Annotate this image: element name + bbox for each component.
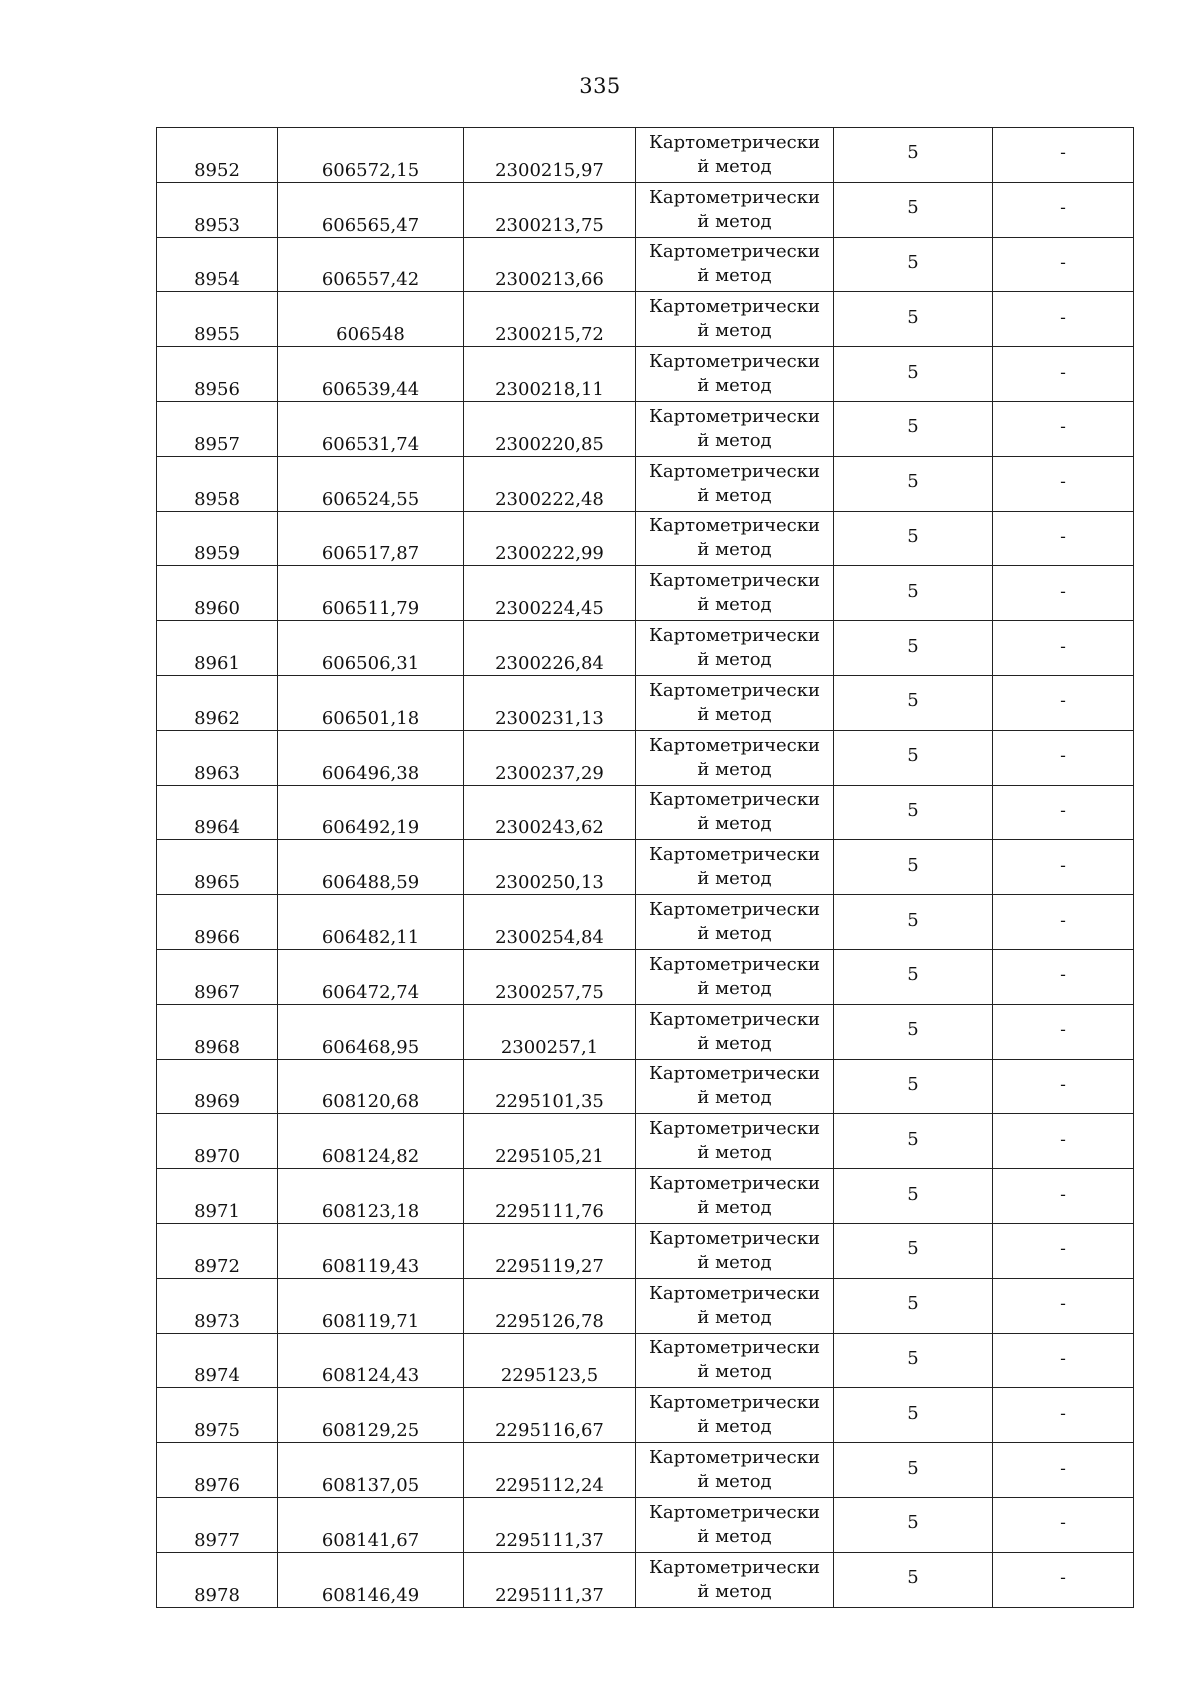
accuracy-cell: 5 — [834, 511, 993, 566]
method-line-1: Картометрически — [649, 1173, 820, 1195]
x-coordinate-cell: 606506,31 — [278, 621, 464, 676]
point-number-cell: 8964 — [157, 785, 278, 840]
method-line-1: Картометрически — [649, 351, 820, 373]
accuracy-cell: 5 — [834, 1388, 993, 1443]
x-coordinate-cell: 606472,74 — [278, 949, 464, 1004]
method-cell — [636, 511, 834, 566]
note-text: - — [1060, 1458, 1066, 1478]
point-number-cell: 8960 — [157, 566, 278, 621]
y-coordinate-cell: 2295116,67 — [464, 1388, 636, 1443]
method-cell — [636, 347, 834, 402]
note-text: - — [1060, 1513, 1066, 1533]
method-cell — [636, 949, 834, 1004]
y-coordinate-cell: 2295111,76 — [464, 1169, 636, 1224]
table-row — [157, 401, 1134, 456]
point-number-cell: 8962 — [157, 675, 278, 730]
method-line-1: Картометрически — [649, 131, 820, 153]
table-row — [157, 840, 1134, 895]
x-coordinate-cell: 608141,67 — [278, 1497, 464, 1552]
x-coordinate-cell: 608123,18 — [278, 1169, 464, 1224]
method-line-2: й метод — [697, 375, 772, 397]
accuracy-cell: 5 — [834, 566, 993, 621]
point-number-cell: 8952 — [157, 128, 278, 183]
note-text: - — [1060, 1403, 1066, 1423]
note-text: - — [1060, 910, 1066, 930]
accuracy-cell: 5 — [834, 621, 993, 676]
method-line-1: Картометрически — [649, 899, 820, 921]
method-line-1: Картометрически — [649, 1556, 820, 1578]
table-row — [157, 1278, 1134, 1333]
accuracy-cell: 5 — [834, 128, 993, 183]
accuracy-cell: 5 — [834, 292, 993, 347]
table-row — [157, 1059, 1134, 1114]
y-coordinate-cell: 2300220,85 — [464, 401, 636, 456]
method-line-2: й метод — [697, 1306, 772, 1328]
method-line-2: й метод — [697, 813, 772, 835]
method-cell — [636, 621, 834, 676]
method-cell — [636, 182, 834, 237]
table-row — [157, 895, 1134, 950]
note-text: - — [1060, 1129, 1066, 1149]
x-coordinate-cell: 608129,25 — [278, 1388, 464, 1443]
x-coordinate-cell: 606488,59 — [278, 840, 464, 895]
accuracy-cell: 5 — [834, 237, 993, 292]
note-text: - — [1060, 307, 1066, 327]
table-row — [157, 1552, 1134, 1607]
x-coordinate-cell: 606531,74 — [278, 401, 464, 456]
note-cell — [993, 785, 1134, 840]
accuracy-cell: 5 — [834, 347, 993, 402]
note-text: - — [1060, 1239, 1066, 1259]
note-text: - — [1060, 198, 1066, 218]
method-cell — [636, 1169, 834, 1224]
accuracy-cell: 5 — [834, 456, 993, 511]
method-cell — [636, 401, 834, 456]
x-coordinate-cell: 608119,43 — [278, 1223, 464, 1278]
method-cell — [636, 675, 834, 730]
accuracy-cell: 5 — [834, 785, 993, 840]
y-coordinate-cell: 2300215,72 — [464, 292, 636, 347]
point-number-cell: 8961 — [157, 621, 278, 676]
method-cell — [636, 785, 834, 840]
point-number-cell: 8974 — [157, 1333, 278, 1388]
method-line-1: Картометрически — [649, 1227, 820, 1249]
y-coordinate-cell: 2300222,48 — [464, 456, 636, 511]
point-number-cell: 8978 — [157, 1552, 278, 1607]
note-cell — [993, 1059, 1134, 1114]
point-number-cell: 8954 — [157, 237, 278, 292]
method-line-2: й метод — [697, 758, 772, 780]
table-row — [157, 675, 1134, 730]
note-cell — [993, 1169, 1134, 1224]
method-line-2: й метод — [697, 1197, 772, 1219]
method-cell — [636, 1333, 834, 1388]
coordinates-table-body — [157, 128, 1134, 1608]
accuracy-cell: 5 — [834, 840, 993, 895]
method-line-2: й метод — [697, 1525, 772, 1547]
accuracy-cell: 5 — [834, 730, 993, 785]
method-line-2: й метод — [697, 484, 772, 506]
table-row — [157, 1333, 1134, 1388]
method-line-1: Картометрически — [649, 734, 820, 756]
accuracy-cell: 5 — [834, 1333, 993, 1388]
x-coordinate-cell: 606572,15 — [278, 128, 464, 183]
x-coordinate-cell: 608137,05 — [278, 1443, 464, 1498]
method-line-1: Картометрически — [649, 1392, 820, 1414]
note-cell — [993, 1552, 1134, 1607]
accuracy-cell: 5 — [834, 1223, 993, 1278]
coordinates-table — [156, 127, 1134, 1608]
accuracy-cell: 5 — [834, 949, 993, 1004]
note-cell — [993, 511, 1134, 566]
method-cell — [636, 1552, 834, 1607]
method-line-1: Картометрически — [649, 953, 820, 975]
method-cell — [636, 1114, 834, 1169]
x-coordinate-cell: 608120,68 — [278, 1059, 464, 1114]
method-cell — [636, 1059, 834, 1114]
note-cell — [993, 621, 1134, 676]
note-text: - — [1060, 252, 1066, 272]
x-coordinate-cell: 606524,55 — [278, 456, 464, 511]
page-number: 335 — [579, 74, 621, 98]
y-coordinate-cell: 2300237,29 — [464, 730, 636, 785]
table-row — [157, 128, 1134, 183]
x-coordinate-cell: 608124,82 — [278, 1114, 464, 1169]
table-row — [157, 1169, 1134, 1224]
method-line-2: й метод — [697, 429, 772, 451]
y-coordinate-cell: 2300224,45 — [464, 566, 636, 621]
note-text: - — [1060, 855, 1066, 875]
x-coordinate-cell: 606565,47 — [278, 182, 464, 237]
y-coordinate-cell: 2300254,84 — [464, 895, 636, 950]
method-line-1: Картометрически — [649, 296, 820, 318]
method-line-1: Картометрически — [649, 679, 820, 701]
note-text: - — [1060, 746, 1066, 766]
table-row — [157, 785, 1134, 840]
note-text: - — [1060, 1074, 1066, 1094]
method-line-2: й метод — [697, 1032, 772, 1054]
y-coordinate-cell: 2295123,5 — [464, 1333, 636, 1388]
accuracy-cell: 5 — [834, 182, 993, 237]
method-line-2: й метод — [697, 1251, 772, 1273]
note-cell — [993, 1223, 1134, 1278]
point-number-cell: 8969 — [157, 1059, 278, 1114]
accuracy-cell: 5 — [834, 1004, 993, 1059]
note-text: - — [1060, 581, 1066, 601]
method-line-1: Картометрически — [649, 1008, 820, 1030]
note-cell — [993, 730, 1134, 785]
point-number-cell: 8968 — [157, 1004, 278, 1059]
point-number-cell: 8973 — [157, 1278, 278, 1333]
note-text: - — [1060, 1348, 1066, 1368]
x-coordinate-cell: 606496,38 — [278, 730, 464, 785]
y-coordinate-cell: 2295112,24 — [464, 1443, 636, 1498]
point-number-cell: 8971 — [157, 1169, 278, 1224]
note-cell — [993, 895, 1134, 950]
y-coordinate-cell: 2300215,97 — [464, 128, 636, 183]
note-text: - — [1060, 362, 1066, 382]
table-row — [157, 1114, 1134, 1169]
table-row — [157, 456, 1134, 511]
accuracy-cell: 5 — [834, 1278, 993, 1333]
x-coordinate-cell: 606492,19 — [278, 785, 464, 840]
y-coordinate-cell: 2300218,11 — [464, 347, 636, 402]
note-text: - — [1060, 472, 1066, 492]
method-line-2: й метод — [697, 1471, 772, 1493]
point-number-cell: 8959 — [157, 511, 278, 566]
y-coordinate-cell: 2295105,21 — [464, 1114, 636, 1169]
method-line-2: й метод — [697, 703, 772, 725]
note-text: - — [1060, 1294, 1066, 1314]
point-number-cell: 8965 — [157, 840, 278, 895]
table-row — [157, 1223, 1134, 1278]
note-cell — [993, 1004, 1134, 1059]
table-row — [157, 621, 1134, 676]
method-line-2: й метод — [697, 649, 772, 671]
table-row — [157, 1497, 1134, 1552]
method-line-1: Картометрически — [649, 789, 820, 811]
y-coordinate-cell: 2295111,37 — [464, 1497, 636, 1552]
table-row — [157, 1004, 1134, 1059]
method-line-1: Картометрически — [649, 1337, 820, 1359]
point-number-cell: 8970 — [157, 1114, 278, 1169]
note-cell — [993, 566, 1134, 621]
note-cell — [993, 292, 1134, 347]
method-line-1: Картометрически — [649, 625, 820, 647]
note-text: - — [1060, 1568, 1066, 1588]
method-line-2: й метод — [697, 594, 772, 616]
point-number-cell: 8958 — [157, 456, 278, 511]
method-line-1: Картометрически — [649, 570, 820, 592]
x-coordinate-cell: 606482,11 — [278, 895, 464, 950]
table-row — [157, 566, 1134, 621]
note-cell — [993, 1497, 1134, 1552]
method-line-2: й метод — [697, 923, 772, 945]
table-row — [157, 182, 1134, 237]
accuracy-cell: 5 — [834, 895, 993, 950]
note-cell — [993, 1333, 1134, 1388]
x-coordinate-cell: 606548 — [278, 292, 464, 347]
point-number-cell: 8955 — [157, 292, 278, 347]
y-coordinate-cell: 2295126,78 — [464, 1278, 636, 1333]
method-line-2: й метод — [697, 539, 772, 561]
note-text: - — [1060, 143, 1066, 163]
x-coordinate-cell: 606517,87 — [278, 511, 464, 566]
y-coordinate-cell: 2300222,99 — [464, 511, 636, 566]
method-line-2: й метод — [697, 265, 772, 287]
y-coordinate-cell: 2295119,27 — [464, 1223, 636, 1278]
method-cell — [636, 1004, 834, 1059]
method-cell — [636, 566, 834, 621]
method-line-1: Картометрически — [649, 1118, 820, 1140]
accuracy-cell: 5 — [834, 1114, 993, 1169]
accuracy-cell: 5 — [834, 1059, 993, 1114]
method-cell — [636, 237, 834, 292]
y-coordinate-cell: 2300231,13 — [464, 675, 636, 730]
method-cell — [636, 292, 834, 347]
point-number-cell: 8972 — [157, 1223, 278, 1278]
method-cell — [636, 1443, 834, 1498]
y-coordinate-cell: 2300213,75 — [464, 182, 636, 237]
note-text: - — [1060, 1184, 1066, 1204]
accuracy-cell: 5 — [834, 401, 993, 456]
x-coordinate-cell: 606557,42 — [278, 237, 464, 292]
note-cell — [993, 128, 1134, 183]
method-line-2: й метод — [697, 320, 772, 342]
point-number-cell: 8975 — [157, 1388, 278, 1443]
note-cell — [993, 840, 1134, 895]
method-line-2: й метод — [697, 1087, 772, 1109]
method-line-1: Картометрически — [649, 241, 820, 263]
note-text: - — [1060, 636, 1066, 656]
method-line-1: Картометрически — [649, 844, 820, 866]
x-coordinate-cell: 608119,71 — [278, 1278, 464, 1333]
method-line-2: й метод — [697, 210, 772, 232]
method-line-2: й метод — [697, 1361, 772, 1383]
note-cell — [993, 182, 1134, 237]
method-line-2: й метод — [697, 868, 772, 890]
y-coordinate-cell: 2300250,13 — [464, 840, 636, 895]
x-coordinate-cell: 606468,95 — [278, 1004, 464, 1059]
method-line-1: Картометрически — [649, 1447, 820, 1469]
table-row — [157, 730, 1134, 785]
method-line-1: Картометрически — [649, 405, 820, 427]
note-cell — [993, 675, 1134, 730]
accuracy-cell: 5 — [834, 1169, 993, 1224]
point-number-cell: 8963 — [157, 730, 278, 785]
method-cell — [636, 1278, 834, 1333]
method-cell — [636, 730, 834, 785]
method-line-1: Картометрически — [649, 515, 820, 537]
accuracy-cell: 5 — [834, 1552, 993, 1607]
note-cell — [993, 347, 1134, 402]
y-coordinate-cell: 2300213,66 — [464, 237, 636, 292]
y-coordinate-cell: 2300226,84 — [464, 621, 636, 676]
method-line-1: Картометрически — [649, 1063, 820, 1085]
note-cell — [993, 1443, 1134, 1498]
point-number-cell: 8966 — [157, 895, 278, 950]
accuracy-cell: 5 — [834, 675, 993, 730]
y-coordinate-cell: 2300243,62 — [464, 785, 636, 840]
note-text: - — [1060, 417, 1066, 437]
table-row — [157, 1443, 1134, 1498]
table-row — [157, 292, 1134, 347]
point-number-cell: 8977 — [157, 1497, 278, 1552]
method-line-2: й метод — [697, 1142, 772, 1164]
method-line-1: Картометрически — [649, 460, 820, 482]
note-cell — [993, 401, 1134, 456]
table-row — [157, 949, 1134, 1004]
method-cell — [636, 1388, 834, 1443]
table-row — [157, 511, 1134, 566]
table-row — [157, 237, 1134, 292]
accuracy-cell: 5 — [834, 1443, 993, 1498]
note-cell — [993, 237, 1134, 292]
y-coordinate-cell: 2295101,35 — [464, 1059, 636, 1114]
note-cell — [993, 949, 1134, 1004]
point-number-cell: 8953 — [157, 182, 278, 237]
note-cell — [993, 1388, 1134, 1443]
method-line-2: й метод — [697, 1416, 772, 1438]
y-coordinate-cell: 2295111,37 — [464, 1552, 636, 1607]
method-cell — [636, 895, 834, 950]
note-cell — [993, 1114, 1134, 1169]
method-line-1: Картометрически — [649, 1282, 820, 1304]
x-coordinate-cell: 608146,49 — [278, 1552, 464, 1607]
y-coordinate-cell: 2300257,75 — [464, 949, 636, 1004]
method-line-2: й метод — [697, 1580, 772, 1602]
method-cell — [636, 1497, 834, 1552]
method-line-2: й метод — [697, 977, 772, 999]
y-coordinate-cell: 2300257,1 — [464, 1004, 636, 1059]
table-row — [157, 1388, 1134, 1443]
note-text: - — [1060, 526, 1066, 546]
method-cell — [636, 456, 834, 511]
x-coordinate-cell: 608124,43 — [278, 1333, 464, 1388]
note-cell — [993, 1278, 1134, 1333]
method-cell — [636, 840, 834, 895]
method-line-2: й метод — [697, 155, 772, 177]
method-line-1: Картометрически — [649, 1501, 820, 1523]
accuracy-cell: 5 — [834, 1497, 993, 1552]
table-row — [157, 347, 1134, 402]
x-coordinate-cell: 606539,44 — [278, 347, 464, 402]
x-coordinate-cell: 606501,18 — [278, 675, 464, 730]
method-cell — [636, 1223, 834, 1278]
note-text: - — [1060, 691, 1066, 711]
point-number-cell: 8967 — [157, 949, 278, 1004]
point-number-cell: 8956 — [157, 347, 278, 402]
note-text: - — [1060, 800, 1066, 820]
note-text: - — [1060, 1020, 1066, 1040]
note-cell — [993, 456, 1134, 511]
x-coordinate-cell: 606511,79 — [278, 566, 464, 621]
point-number-cell: 8957 — [157, 401, 278, 456]
point-number-cell: 8976 — [157, 1443, 278, 1498]
method-line-1: Картометрически — [649, 186, 820, 208]
note-text: - — [1060, 965, 1066, 985]
method-cell — [636, 128, 834, 183]
